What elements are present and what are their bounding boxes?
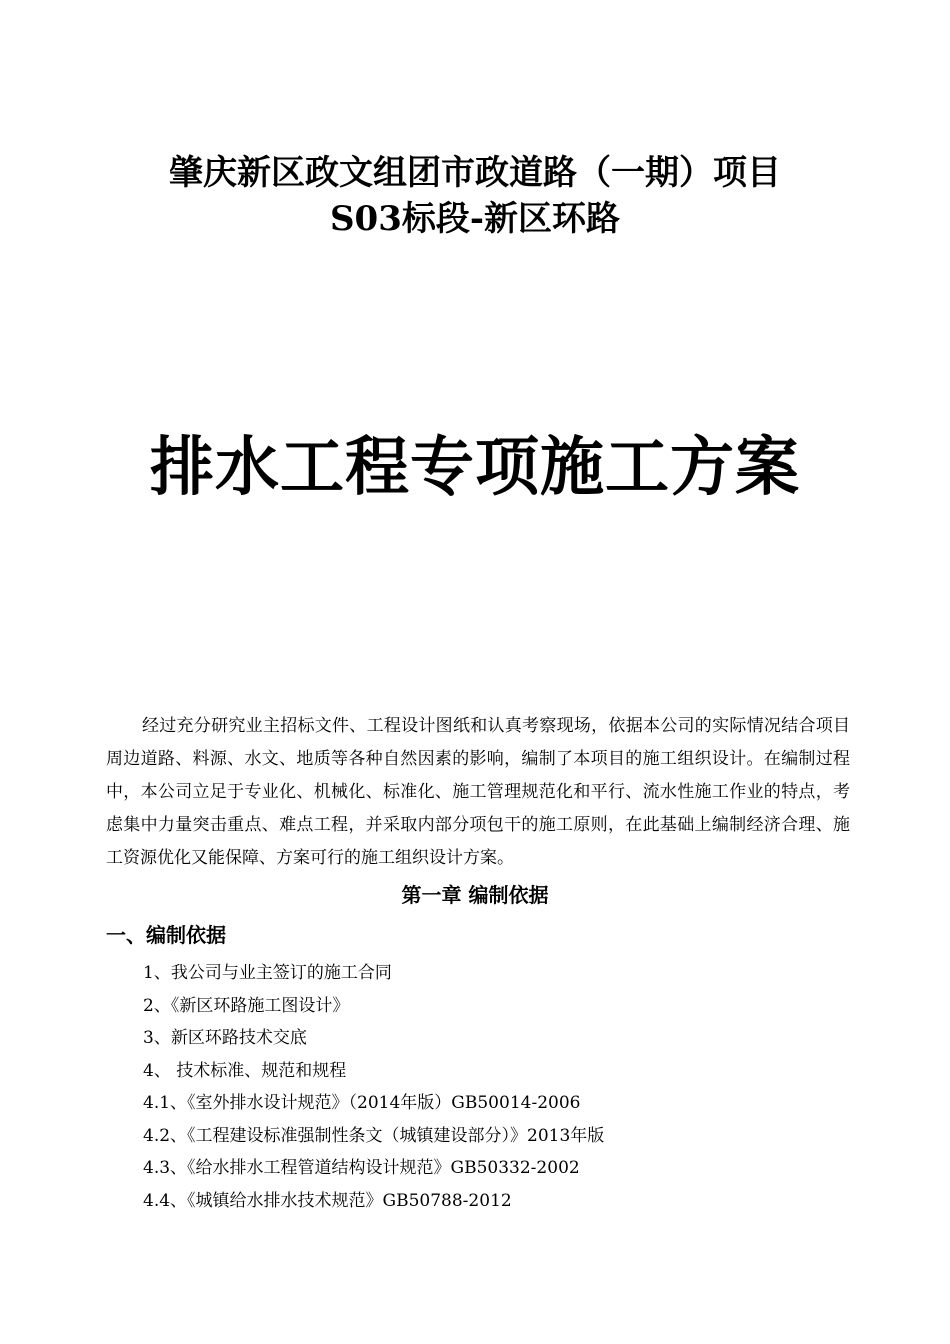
list-item: 4.1、《室外排水设计规范》（2014年版）GB50014-2006 — [143, 1093, 581, 1113]
list-item: 1、我公司与业主签订的施工合同 — [143, 963, 392, 983]
chapter-title: 第一章 编制依据 — [401, 883, 549, 907]
document-main-title: 排水工程专项施工方案 — [150, 430, 800, 505]
project-title-line2: S03标段-新区环路 — [330, 199, 620, 239]
list-item: 4、 技术标准、规范和规程 — [143, 1060, 347, 1081]
section-title: 一、编制依据 — [106, 923, 226, 947]
intro-paragraph: 经过充分研究业主招标文件、工程设计图纸和认真考察现场，依据本公司的实际情况结合项目周边道路、料源、水文、地质等各种自然因素的影响，编制了本项目的施工组织设计。在编制过程中，本公司立足于专业化、机械化、标准化、施工管理规范化和平行、流水性施工作业的特点，考虑集中力量突击重点、难点工程，并采取内部分项包干的施工原则，在此基础上编制经济合理、施工资源优化又能保障、方案可行的施工组织设计方案。 — [106, 716, 850, 868]
list-item: 4.3、《给水排水工程管道结构设计规范》GB50332-2002 — [143, 1158, 580, 1178]
list-item: 4.2、《工程建设标准强制性条文（城镇建设部分）》2013年版 — [143, 1125, 605, 1146]
project-title — [0, 150, 950, 242]
list-item: 3、新区环路技术交底 — [143, 1028, 307, 1048]
list-item: 4.4、《城镇给水排水技术规范》GB50788-2012 — [143, 1190, 512, 1211]
list-item: 2、《新区环路施工图设计》 — [143, 995, 350, 1016]
project-title-line1: 肇庆新区政文组团市政道路（一期）项目 — [169, 153, 781, 193]
basis-list — [143, 957, 604, 1217]
